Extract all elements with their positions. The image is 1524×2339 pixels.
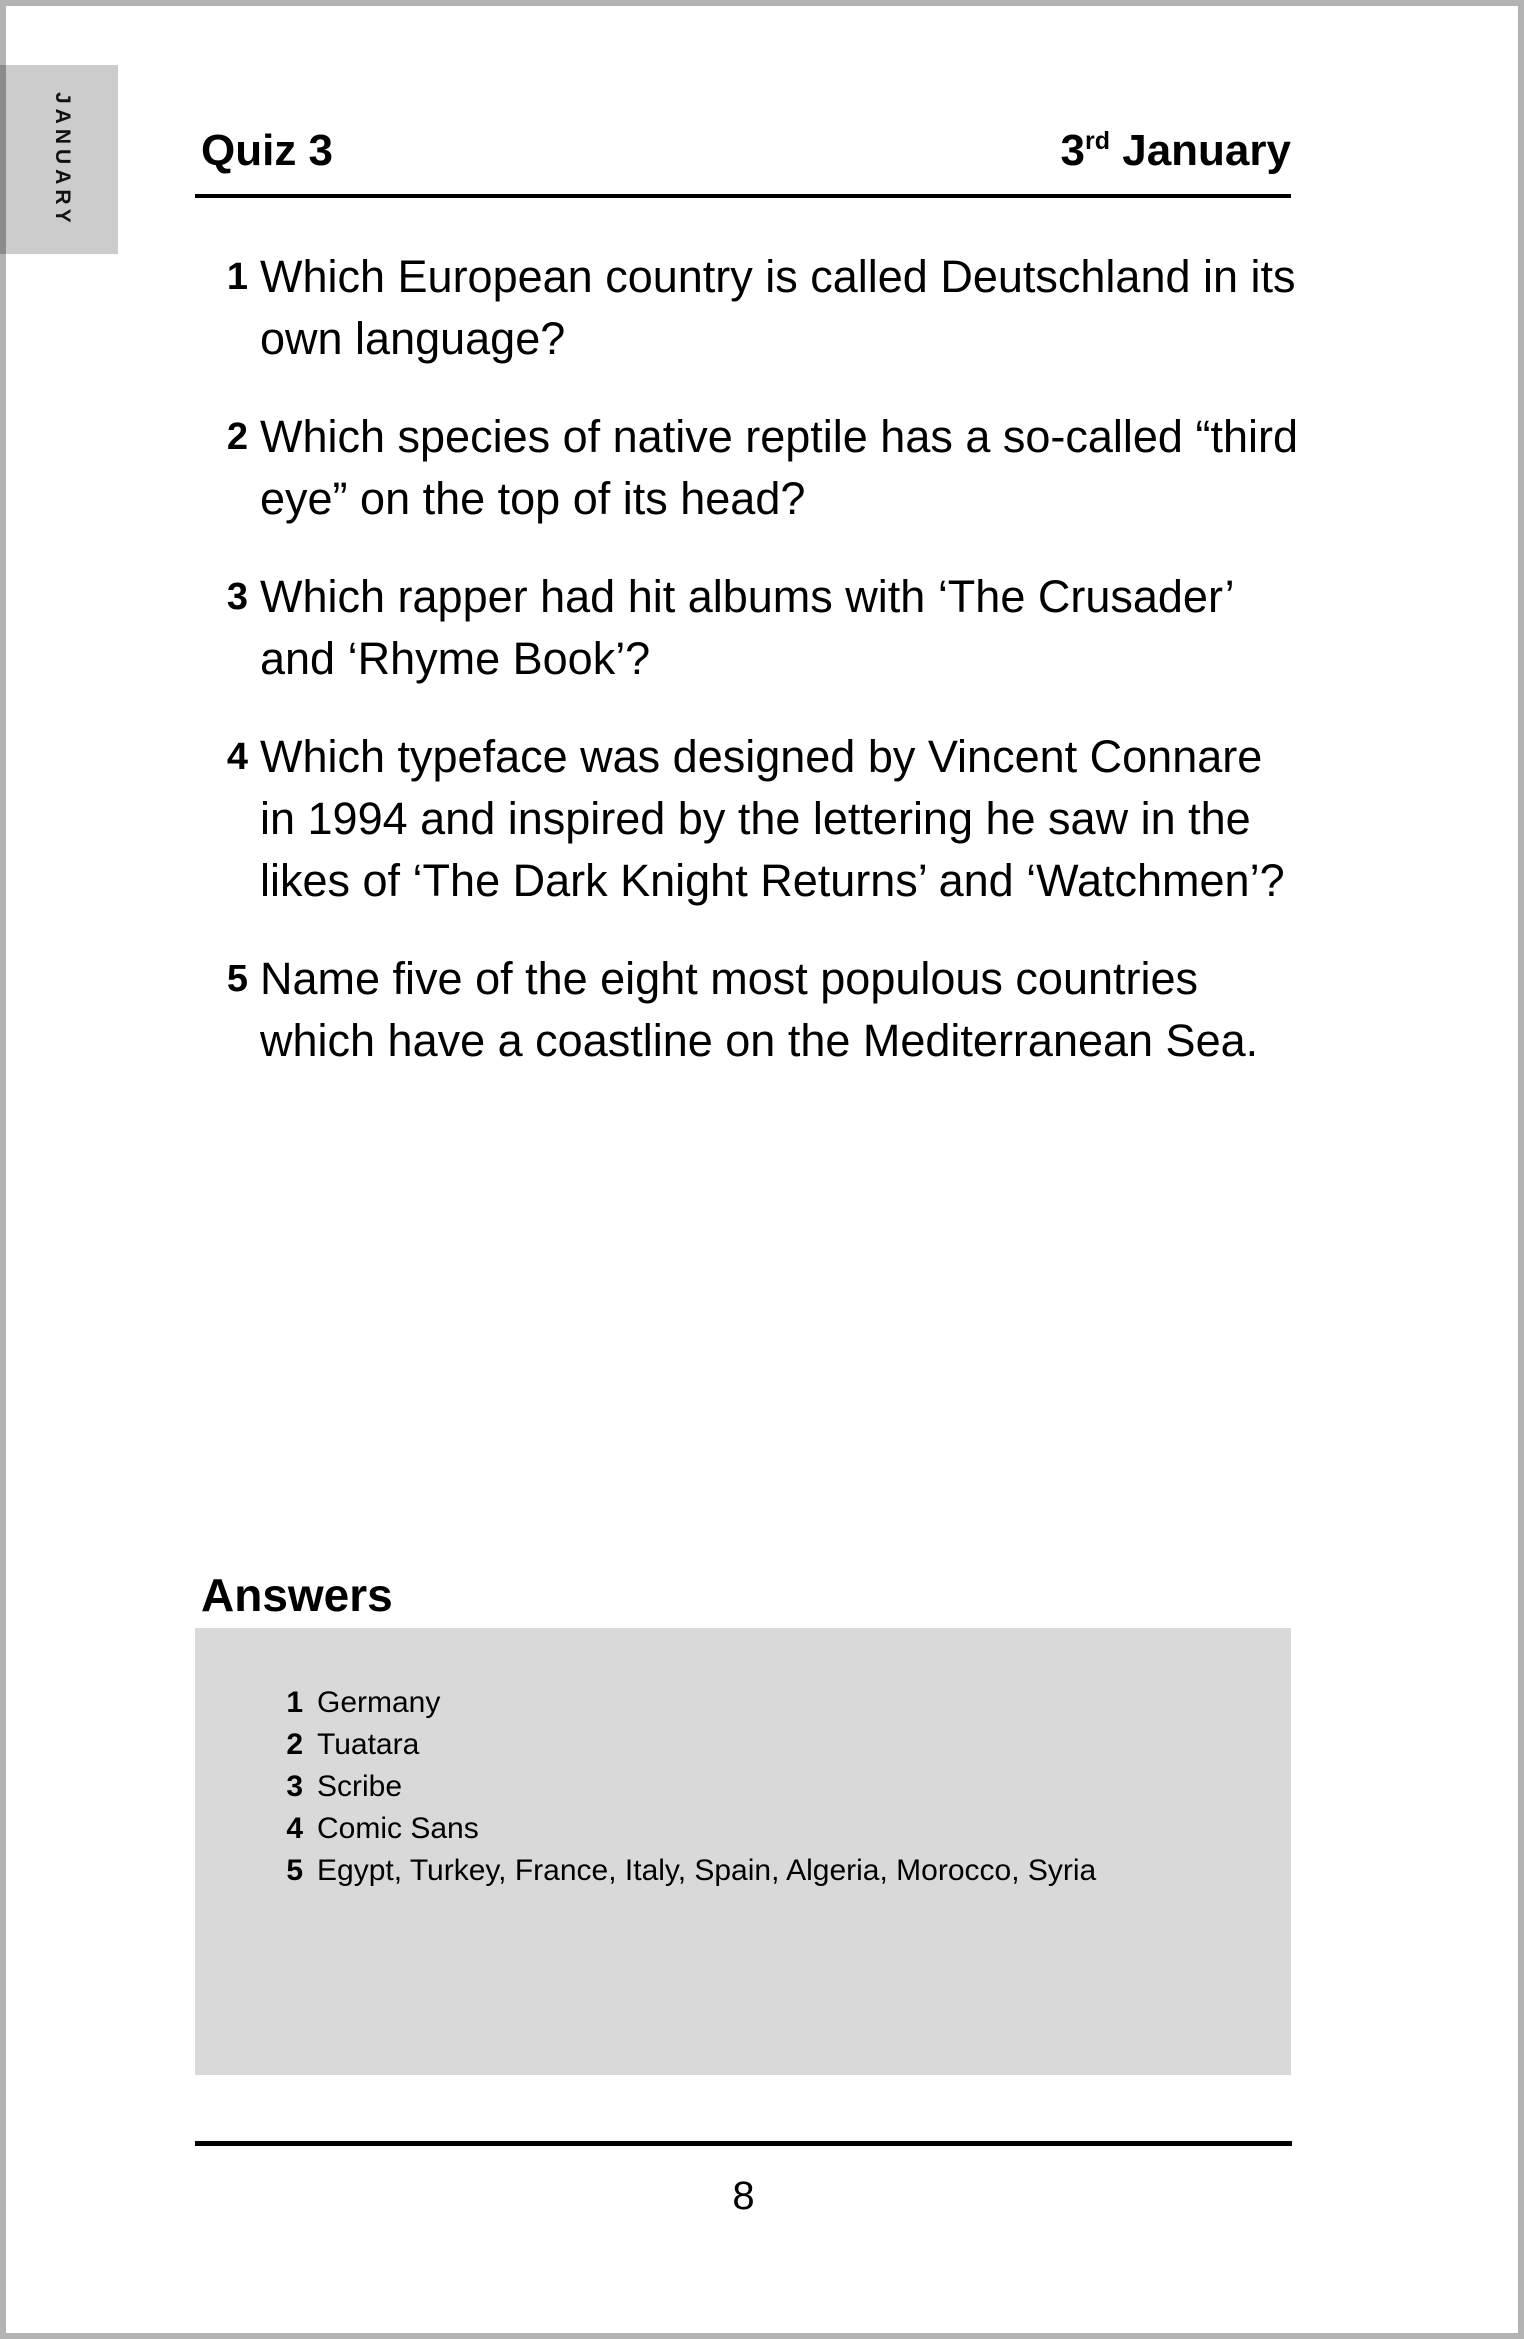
quiz-header (195, 124, 1291, 198)
footer-divider (195, 2141, 1292, 2146)
answer-number: 4 (286, 1812, 303, 1845)
date-suffix: rd (1085, 127, 1110, 155)
answer-item (255, 1724, 1096, 1766)
month-tab-label: JANUARY (51, 91, 74, 228)
answer-item (255, 1808, 1096, 1850)
answer-list (255, 1682, 1096, 1892)
question-item (195, 948, 1305, 1072)
answer-text: Germany (317, 1686, 441, 1719)
quiz-date (1061, 126, 1291, 176)
question-item (195, 406, 1305, 530)
date-day: 3 (1060, 126, 1085, 175)
quiz-title: Quiz 3 (201, 126, 334, 175)
date-month: January (1122, 126, 1291, 175)
question-item (195, 566, 1305, 690)
question-text: Which species of native reptile has a so-called “third eye” on the top of its head? (260, 411, 1298, 524)
answer-text: Tuatara (317, 1728, 420, 1761)
answer-text: Scribe (317, 1770, 403, 1803)
answers-heading: Answers (201, 1569, 393, 1621)
question-text: Which European country is called Deutschland in its own language? (260, 251, 1296, 364)
question-item (195, 246, 1305, 370)
answer-number: 2 (286, 1728, 303, 1761)
answer-number: 1 (286, 1686, 303, 1719)
answer-number: 5 (286, 1854, 303, 1887)
book-page (6, 6, 1518, 2333)
question-item (195, 726, 1305, 912)
answer-item (255, 1766, 1096, 1808)
question-text: Which typeface was designed by Vincent Connare in 1994 and inspired by the lettering he saw in the likes of ‘The Dark Knight Returns’ and ‘Watchmen’? (260, 731, 1285, 906)
question-list (195, 246, 1305, 1108)
answer-text: Egypt, Turkey, France, Italy, Spain, Algeria, Morocco, Syria (317, 1854, 1097, 1887)
question-text: Name five of the eight most populous countries which have a coastline on the Mediterranean Sea. (260, 953, 1259, 1066)
question-number: 3 (226, 576, 248, 618)
answers-box (195, 1628, 1291, 2075)
page-number: 8 (732, 2174, 755, 2218)
question-number: 2 (226, 416, 248, 458)
answer-number: 3 (286, 1770, 303, 1803)
question-number: 1 (226, 256, 248, 298)
answer-item (255, 1850, 1096, 1892)
question-number: 5 (226, 958, 248, 1000)
question-number: 4 (226, 736, 248, 778)
question-text: Which rapper had hit albums with ‘The Crusader’ and ‘Rhyme Book’? (260, 571, 1233, 684)
month-side-tab (0, 65, 118, 254)
answer-item (255, 1682, 1096, 1724)
answer-text: Comic Sans (317, 1812, 479, 1845)
